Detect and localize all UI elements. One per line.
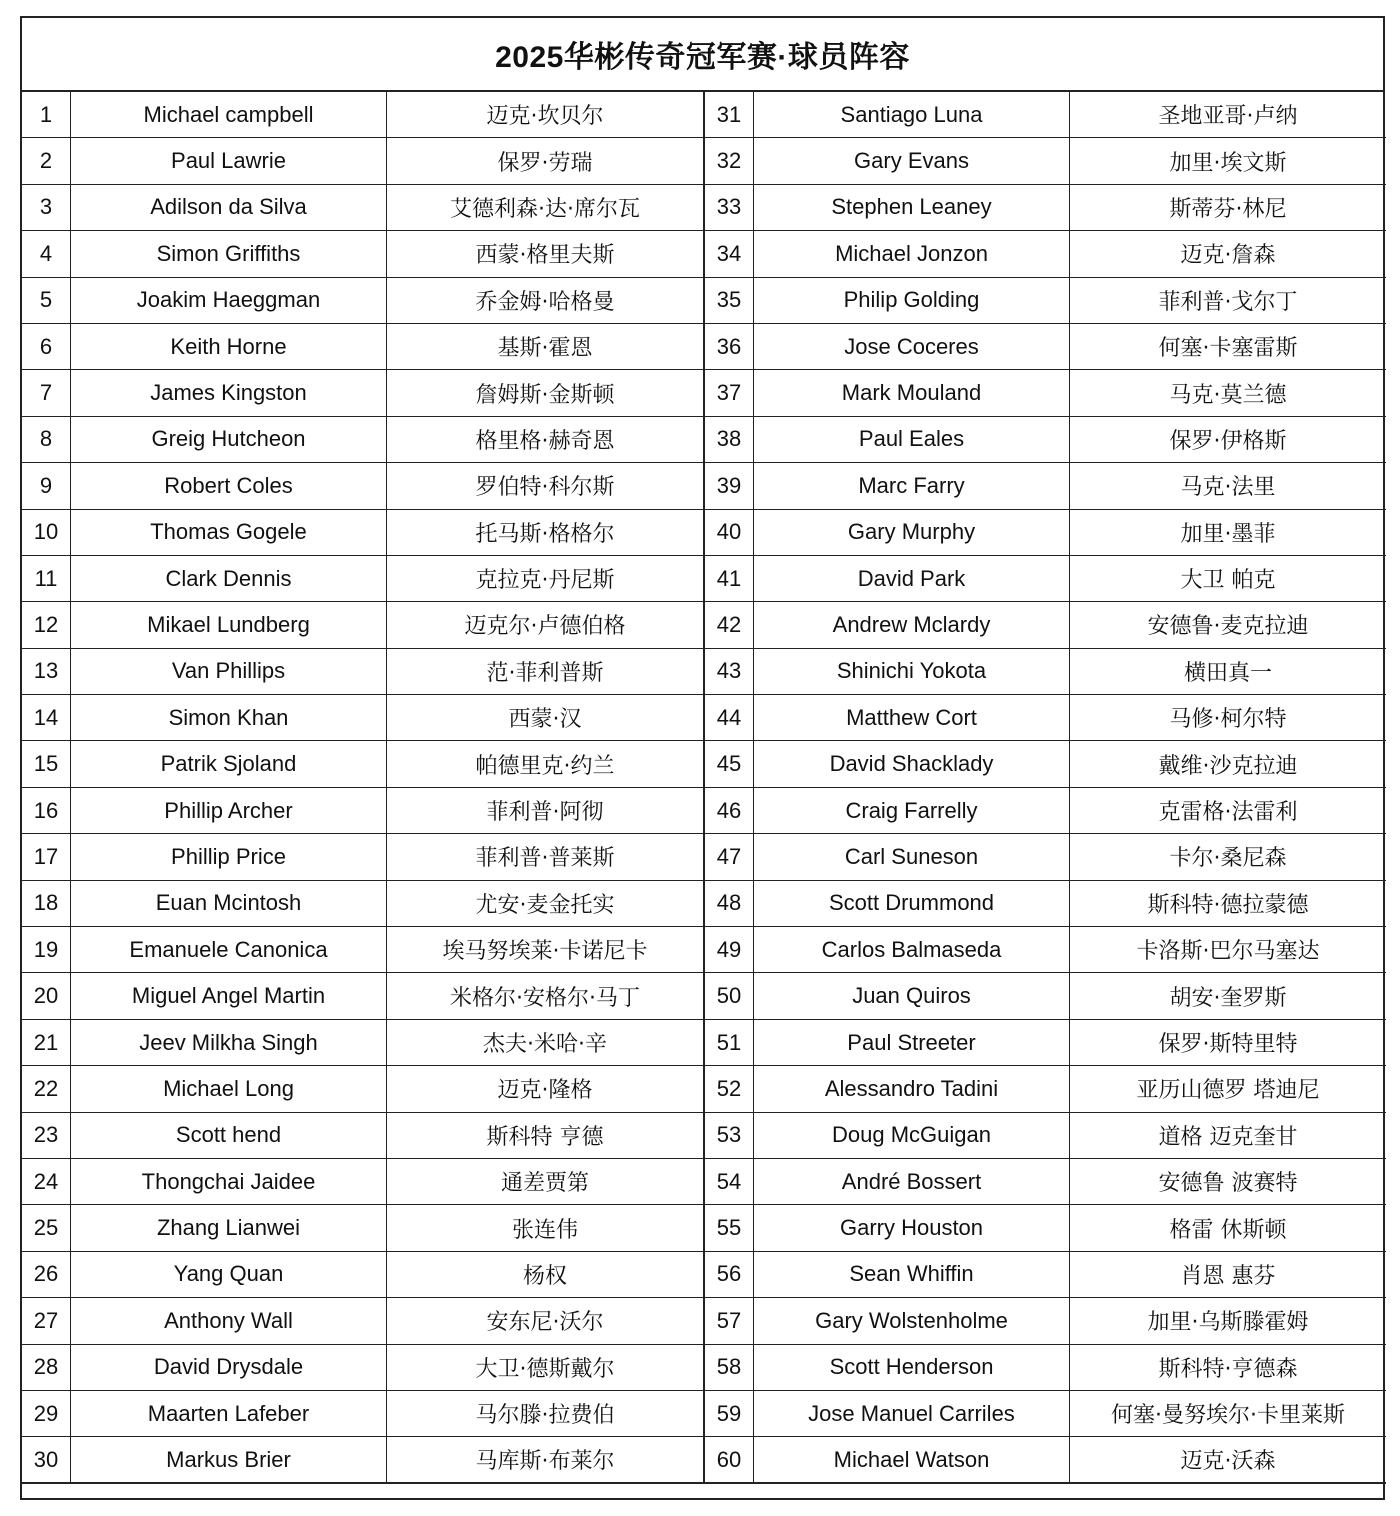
player-number: 43 — [705, 649, 754, 694]
table-row — [22, 649, 703, 695]
table-row — [22, 927, 703, 973]
player-number: 24 — [22, 1159, 71, 1204]
player-name-cn: 圣地亚哥·卢纳 — [1158, 104, 1298, 130]
table-row — [705, 1113, 1386, 1159]
player-name-cn: 乔金姆·哈格曼 — [475, 289, 615, 315]
player-name-cn: 安东尼·沃尔 — [486, 1310, 604, 1336]
player-number: 13 — [22, 649, 71, 694]
table-row — [22, 510, 703, 556]
player-name-cn: 迈克尔·卢德伯格 — [464, 614, 626, 640]
player-name-en: Andrew Mclardy — [754, 602, 1070, 647]
player-number: 20 — [22, 973, 71, 1018]
player-number: 7 — [22, 370, 71, 415]
player-name-cn: 大卫·德斯戴尔 — [475, 1356, 615, 1382]
player-name-cn: 加里·墨菲 — [1180, 521, 1276, 547]
player-name-cn: 格雷 休斯顿 — [1169, 1217, 1287, 1243]
table-row — [705, 278, 1386, 324]
player-name-en: Stephen Leaney — [754, 185, 1070, 230]
player-name-en: Mikael Lundberg — [71, 602, 387, 647]
table-row — [705, 1437, 1386, 1483]
table-row — [705, 1159, 1386, 1205]
player-name-cn: 尤安·麦金托实 — [475, 892, 615, 918]
player-name-cn: 克雷格·法雷利 — [1158, 800, 1298, 826]
player-number: 11 — [22, 556, 71, 601]
table-row — [22, 881, 703, 927]
table-row — [705, 649, 1386, 695]
player-number: 25 — [22, 1205, 71, 1250]
player-name-en: Jose Coceres — [754, 324, 1070, 369]
player-name-en: Gary Murphy — [754, 510, 1070, 555]
player-number: 44 — [705, 695, 754, 740]
table-row — [22, 602, 703, 648]
player-name-cn: 帕德里克·约兰 — [475, 753, 615, 779]
player-number: 49 — [705, 927, 754, 972]
player-name-en: Scott hend — [71, 1113, 387, 1158]
player-name-cn: 横田真一 — [1183, 660, 1272, 686]
table-row — [705, 927, 1386, 973]
player-name-en: Adilson da Silva — [71, 185, 387, 230]
player-name-en: Carl Suneson — [754, 834, 1070, 879]
player-number: 51 — [705, 1020, 754, 1065]
player-number: 53 — [705, 1113, 754, 1158]
player-name-en: Paul Streeter — [754, 1020, 1070, 1065]
player-name-cn: 加里·埃文斯 — [1169, 150, 1287, 176]
player-number: 56 — [705, 1252, 754, 1297]
table-row — [22, 834, 703, 880]
player-name-en: Carlos Balmaseda — [754, 927, 1070, 972]
roster-column-right — [705, 92, 1386, 1484]
player-number: 2 — [22, 138, 71, 183]
player-name-en: David Drysdale — [71, 1345, 387, 1390]
table-row — [705, 92, 1386, 138]
player-name-en: Juan Quiros — [754, 973, 1070, 1018]
player-name-cn: 马克·法里 — [1180, 475, 1276, 501]
table-row — [22, 185, 703, 231]
player-number: 60 — [705, 1437, 754, 1481]
player-name-en: Emanuele Canonica — [71, 927, 387, 972]
table-row — [22, 370, 703, 416]
player-name-cn: 托马斯·格格尔 — [475, 521, 615, 547]
table-row — [22, 278, 703, 324]
player-number: 12 — [22, 602, 71, 647]
table-row — [22, 324, 703, 370]
player-name-cn: 肖恩 惠芬 — [1180, 1263, 1276, 1289]
player-number: 41 — [705, 556, 754, 601]
player-name-en: David Park — [754, 556, 1070, 601]
player-name-cn: 马尔滕·拉费伯 — [475, 1403, 615, 1429]
player-name-cn: 张连伟 — [511, 1217, 578, 1243]
table-row — [705, 695, 1386, 741]
player-name-en: Mark Mouland — [754, 370, 1070, 415]
player-number: 36 — [705, 324, 754, 369]
table-row — [22, 417, 703, 463]
table-row — [22, 556, 703, 602]
player-name-en: Euan Mcintosh — [71, 881, 387, 926]
table-row — [22, 741, 703, 787]
table-row — [705, 185, 1386, 231]
player-number: 38 — [705, 417, 754, 462]
player-number: 14 — [22, 695, 71, 740]
table-row — [705, 1252, 1386, 1298]
table-row — [22, 231, 703, 277]
player-number: 40 — [705, 510, 754, 555]
player-name-cn: 马库斯·布莱尔 — [475, 1449, 615, 1475]
player-name-cn: 斯蒂芬·林尼 — [1169, 196, 1287, 222]
player-name-cn: 詹姆斯·金斯顿 — [475, 382, 615, 408]
player-number: 28 — [22, 1345, 71, 1390]
player-name-en: Zhang Lianwei — [71, 1205, 387, 1250]
player-name-en: Simon Griffiths — [71, 231, 387, 276]
player-name-en: Thongchai Jaidee — [71, 1159, 387, 1204]
player-name-cn: 杨权 — [522, 1263, 567, 1289]
table-row — [705, 463, 1386, 509]
player-number: 30 — [22, 1437, 71, 1481]
player-name-en: Doug McGuigan — [754, 1113, 1070, 1158]
player-name-cn: 西蒙·汉 — [508, 707, 582, 733]
player-name-en: Joakim Haeggman — [71, 278, 387, 323]
player-number: 31 — [705, 92, 754, 137]
player-name-en: Sean Whiffin — [754, 1252, 1070, 1297]
player-name-cn: 迈克·沃森 — [1180, 1449, 1276, 1475]
table-row — [22, 1345, 703, 1391]
table-row — [705, 1345, 1386, 1391]
player-number: 19 — [22, 927, 71, 972]
player-name-cn: 迈克·隆格 — [497, 1078, 593, 1104]
player-name-cn: 何塞·卡塞雷斯 — [1158, 336, 1298, 362]
table-row — [705, 1020, 1386, 1066]
player-name-en: Paul Lawrie — [71, 138, 387, 183]
player-number: 48 — [705, 881, 754, 926]
player-name-en: André Bossert — [754, 1159, 1070, 1204]
player-number: 23 — [22, 1113, 71, 1158]
player-number: 18 — [22, 881, 71, 926]
player-name-cn: 大卫 帕克 — [1180, 568, 1276, 594]
player-number: 47 — [705, 834, 754, 879]
player-name-en: Craig Farrelly — [754, 788, 1070, 833]
player-name-cn: 通差贾第 — [500, 1171, 589, 1197]
player-name-en: Thomas Gogele — [71, 510, 387, 555]
table-row — [22, 1298, 703, 1344]
player-name-cn: 菲利普·阿彻 — [486, 800, 604, 826]
player-number: 34 — [705, 231, 754, 276]
player-name-cn: 斯科特·德拉蒙德 — [1147, 892, 1309, 918]
player-number: 16 — [22, 788, 71, 833]
table-row — [705, 1205, 1386, 1251]
page-title: 2025华彬传奇冠军赛·球员阵容 — [22, 18, 1383, 92]
player-number: 55 — [705, 1205, 754, 1250]
player-number: 37 — [705, 370, 754, 415]
player-name-cn: 杰夫·米哈·辛 — [483, 1032, 607, 1057]
player-name-en: Paul Eales — [754, 417, 1070, 462]
table-row — [22, 788, 703, 834]
player-number: 6 — [22, 324, 71, 369]
roster-table — [20, 16, 1385, 1500]
player-name-en: Gary Evans — [754, 138, 1070, 183]
player-number: 1 — [22, 92, 71, 137]
player-name-en: Santiago Luna — [754, 92, 1070, 137]
player-name-en: Garry Houston — [754, 1205, 1070, 1250]
table-row — [705, 231, 1386, 277]
table-row — [22, 1205, 703, 1251]
player-name-en: Jose Manuel Carriles — [754, 1391, 1070, 1436]
player-name-en: David Shacklady — [754, 741, 1070, 786]
table-row — [705, 510, 1386, 556]
player-name-cn: 迈克·詹森 — [1180, 243, 1276, 269]
table-row — [705, 556, 1386, 602]
player-name-cn: 戴维·沙克拉迪 — [1158, 753, 1298, 779]
table-row — [705, 370, 1386, 416]
player-number: 46 — [705, 788, 754, 833]
player-name-en: Matthew Cort — [754, 695, 1070, 740]
player-number: 33 — [705, 185, 754, 230]
table-row — [705, 324, 1386, 370]
player-name-en: Alessandro Tadini — [754, 1066, 1070, 1111]
player-name-cn: 道格 迈克奎甘 — [1158, 1124, 1298, 1150]
table-row — [22, 92, 703, 138]
player-name-en: Phillip Price — [71, 834, 387, 879]
table-row — [705, 602, 1386, 648]
player-name-cn: 何塞·曼努埃尔·卡里莱斯 — [1111, 1403, 1345, 1429]
player-name-en: Shinichi Yokota — [754, 649, 1070, 694]
table-row — [705, 1298, 1386, 1344]
table-row — [22, 695, 703, 741]
player-name-en: Van Phillips — [71, 649, 387, 694]
player-name-en: Maarten Lafeber — [71, 1391, 387, 1436]
player-name-en: Yang Quan — [71, 1252, 387, 1297]
player-name-en: Keith Horne — [71, 324, 387, 369]
player-name-en: Marc Farry — [754, 463, 1070, 508]
table-row — [22, 138, 703, 184]
player-name-cn: 米格尔·安格尔·马丁 — [450, 985, 640, 1011]
player-name-en: Simon Khan — [71, 695, 387, 740]
player-name-en: Michael campbell — [71, 92, 387, 137]
player-name-cn: 斯科特 亨德 — [486, 1124, 604, 1150]
player-name-en: Phillip Archer — [71, 788, 387, 833]
player-name-en: Scott Drummond — [754, 881, 1070, 926]
table-row — [705, 417, 1386, 463]
player-number: 3 — [22, 185, 71, 230]
roster-grid — [22, 92, 1383, 1484]
table-row — [22, 1159, 703, 1205]
table-row — [22, 1252, 703, 1298]
player-name-en: Philip Golding — [754, 278, 1070, 323]
player-number: 4 — [22, 231, 71, 276]
player-number: 17 — [22, 834, 71, 879]
player-name-en: Clark Dennis — [71, 556, 387, 601]
table-row — [705, 1066, 1386, 1112]
table-row — [705, 788, 1386, 834]
player-name-cn: 马修·柯尔特 — [1169, 707, 1287, 733]
player-name-en: Miguel Angel Martin — [71, 973, 387, 1018]
player-name-cn: 马克·莫兰德 — [1169, 382, 1287, 408]
player-name-en: Greig Hutcheon — [71, 417, 387, 462]
player-name-cn: 保罗·劳瑞 — [497, 150, 593, 176]
player-number: 15 — [22, 741, 71, 786]
table-row — [705, 138, 1386, 184]
player-number: 35 — [705, 278, 754, 323]
table-row — [22, 1391, 703, 1437]
player-name-cn: 西蒙·格里夫斯 — [475, 243, 615, 269]
player-number: 45 — [705, 741, 754, 786]
player-number: 9 — [22, 463, 71, 508]
player-name-cn: 亚历山德罗 塔迪尼 — [1136, 1078, 1320, 1104]
table-row — [705, 881, 1386, 927]
player-number: 8 — [22, 417, 71, 462]
player-number: 26 — [22, 1252, 71, 1297]
player-number: 54 — [705, 1159, 754, 1204]
player-name-en: Jeev Milkha Singh — [71, 1020, 387, 1065]
player-number: 22 — [22, 1066, 71, 1111]
player-number: 57 — [705, 1298, 754, 1343]
player-name-cn: 卡洛斯·巴尔马塞达 — [1136, 939, 1320, 965]
player-number: 42 — [705, 602, 754, 647]
player-number: 21 — [22, 1020, 71, 1065]
player-name-cn: 加里·乌斯滕霍姆 — [1147, 1310, 1309, 1336]
player-name-cn: 基斯·霍恩 — [497, 336, 593, 362]
player-name-cn: 埃马努埃莱·卡诺尼卡 — [442, 939, 648, 965]
player-name-cn: 卡尔·桑尼森 — [1169, 846, 1287, 872]
player-name-cn: 保罗·斯特里特 — [1158, 1032, 1298, 1057]
player-name-cn: 保罗·伊格斯 — [1169, 428, 1287, 454]
player-number: 29 — [22, 1391, 71, 1436]
player-name-en: Patrik Sjoland — [71, 741, 387, 786]
roster-column-left — [22, 92, 705, 1484]
player-name-en: James Kingston — [71, 370, 387, 415]
player-name-cn: 格里格·赫奇恩 — [475, 428, 615, 454]
table-row — [705, 741, 1386, 787]
player-number: 59 — [705, 1391, 754, 1436]
player-number: 5 — [22, 278, 71, 323]
player-name-cn: 安德鲁·麦克拉迪 — [1147, 614, 1309, 640]
table-row — [705, 834, 1386, 880]
player-name-cn: 斯科特·亨德森 — [1158, 1356, 1298, 1382]
table-row — [22, 1113, 703, 1159]
player-number: 52 — [705, 1066, 754, 1111]
player-name-cn: 菲利普·戈尔丁 — [1158, 289, 1298, 315]
table-row — [22, 1020, 703, 1066]
player-name-en: Robert Coles — [71, 463, 387, 508]
player-name-cn: 艾德利森·达·席尔瓦 — [450, 196, 640, 222]
table-row — [705, 1391, 1386, 1437]
table-row — [22, 463, 703, 509]
player-name-cn: 菲利普·普莱斯 — [475, 846, 615, 872]
player-name-en: Markus Brier — [71, 1437, 387, 1481]
player-name-en: Michael Jonzon — [754, 231, 1070, 276]
table-row — [705, 973, 1386, 1019]
player-name-cn: 克拉克·丹尼斯 — [475, 568, 615, 594]
player-name-cn: 罗伯特·科尔斯 — [475, 475, 615, 501]
table-row — [22, 1437, 703, 1483]
player-name-en: Anthony Wall — [71, 1298, 387, 1343]
player-number: 39 — [705, 463, 754, 508]
player-name-en: Michael Long — [71, 1066, 387, 1111]
table-row — [22, 1066, 703, 1112]
player-number: 27 — [22, 1298, 71, 1343]
player-name-cn: 安德鲁 波赛特 — [1158, 1171, 1298, 1197]
player-number: 50 — [705, 973, 754, 1018]
player-name-cn: 范·菲利普斯 — [486, 660, 604, 686]
player-number: 10 — [22, 510, 71, 555]
player-name-en: Scott Henderson — [754, 1345, 1070, 1390]
player-name-en: Michael Watson — [754, 1437, 1070, 1481]
player-number: 58 — [705, 1345, 754, 1390]
player-name-cn: 迈克·坎贝尔 — [486, 104, 604, 130]
player-number: 32 — [705, 138, 754, 183]
player-name-cn: 胡安·奎罗斯 — [1169, 985, 1287, 1011]
player-name-en: Gary Wolstenholme — [754, 1298, 1070, 1343]
table-row — [22, 973, 703, 1019]
